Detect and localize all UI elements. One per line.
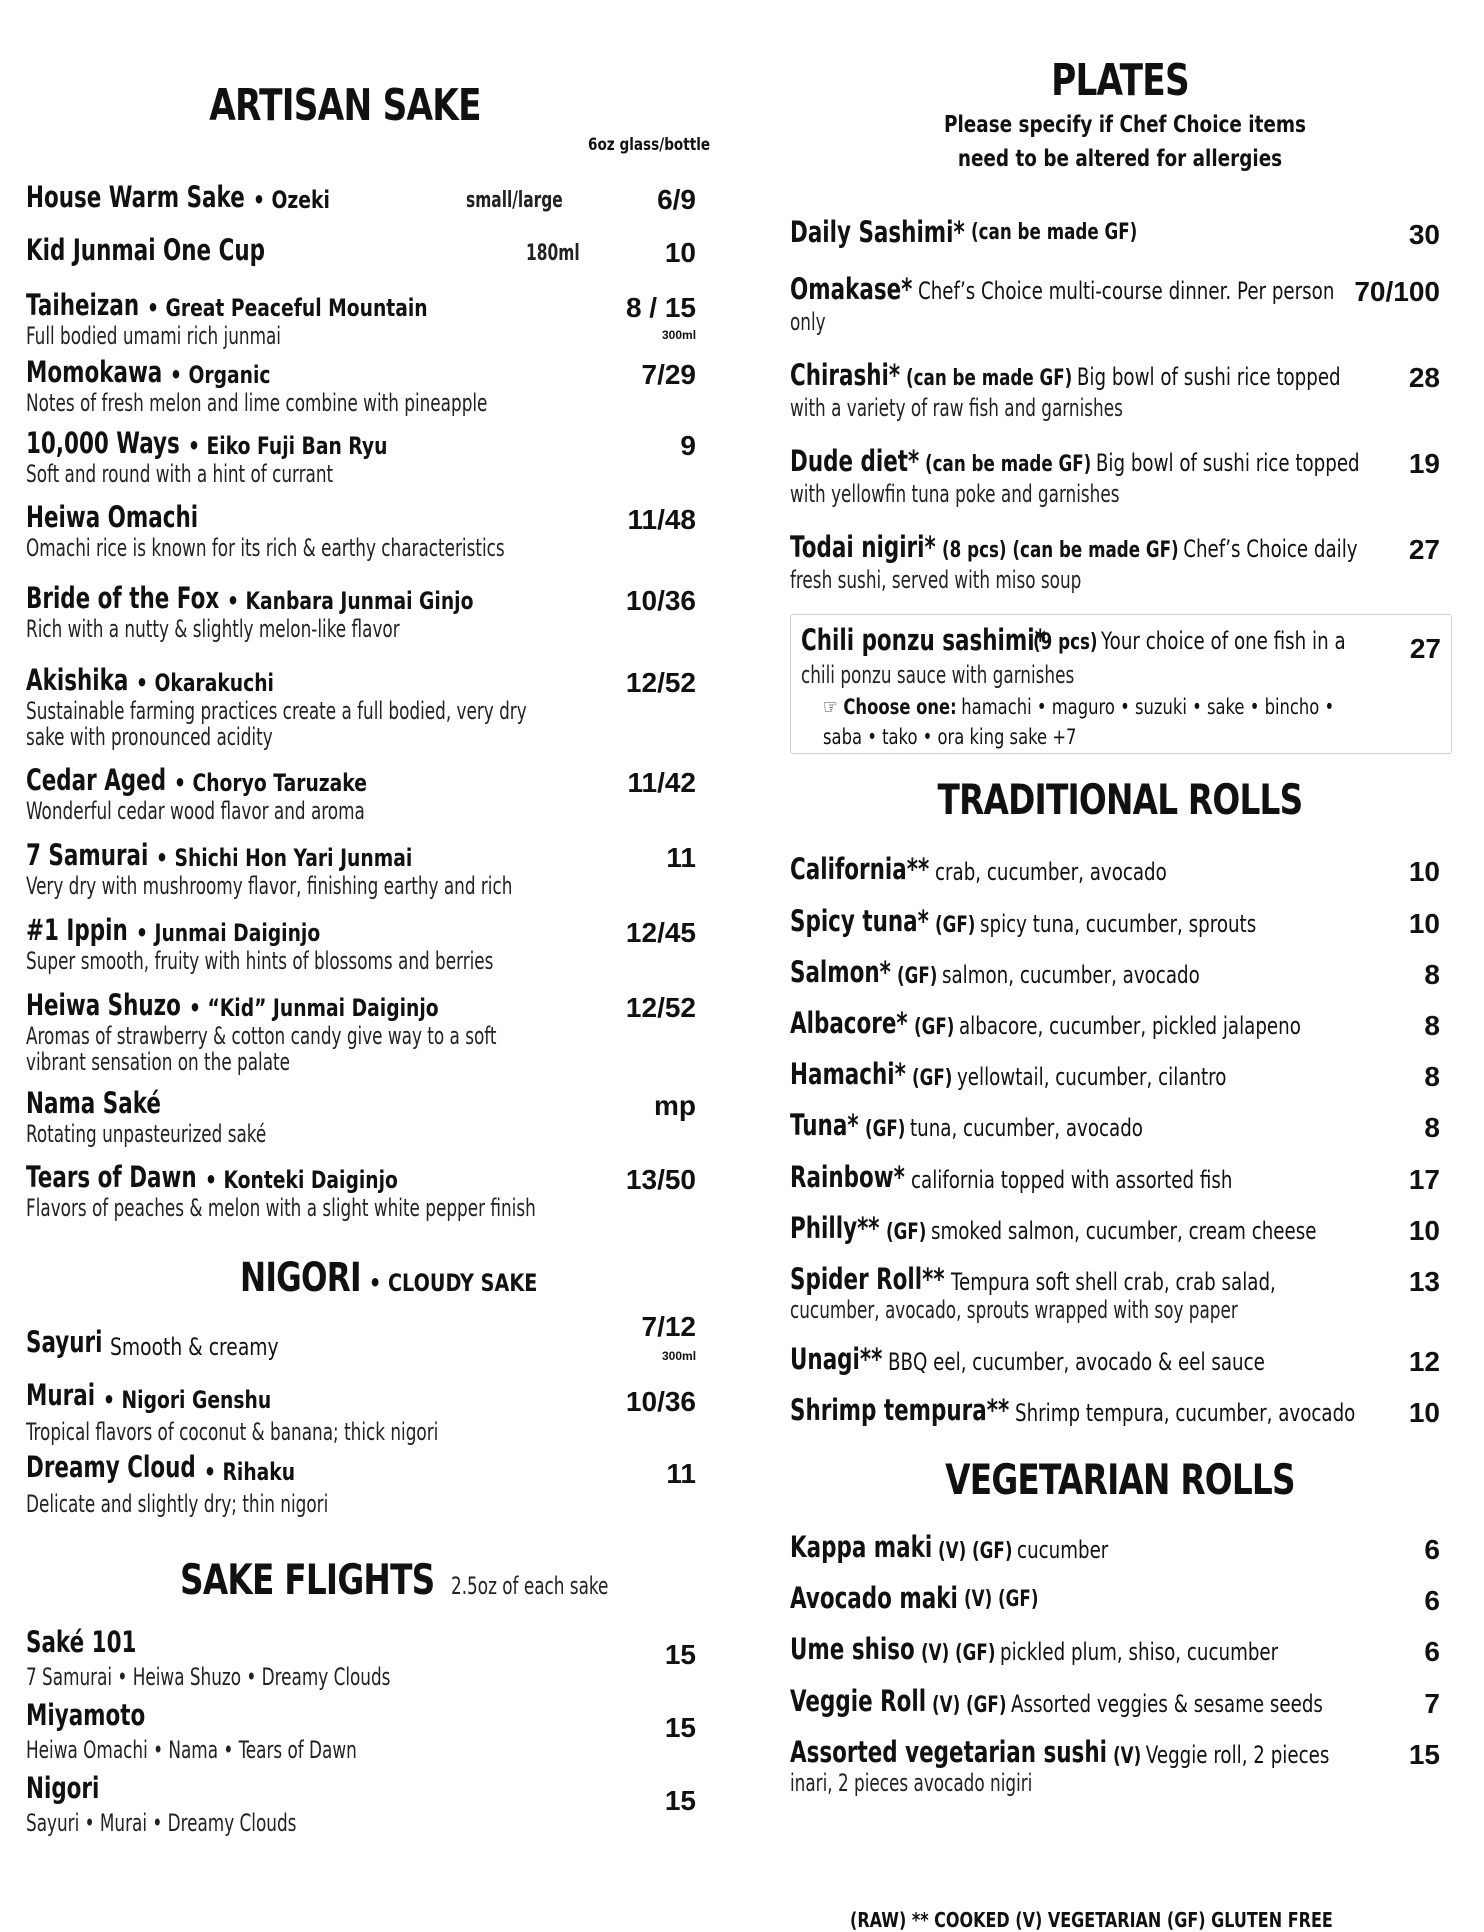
roll-item-inline: [914, 1012, 1301, 1040]
plates-note-line-1: Please specify if Chef Choice items: [944, 112, 1307, 138]
artisan-item: [26, 988, 726, 1076]
roll-item-inline: [935, 858, 1167, 886]
artisan-item-price: 12/45: [625, 917, 696, 948]
plate-item-description: Chef’s Choice daily: [1182, 535, 1358, 563]
veg-roll-item-description-2: inari, 2 pieces avocado nigiri: [790, 1769, 1033, 1797]
nigori-item-description: Delicate and slightly dry; thin nigori: [26, 1490, 329, 1518]
artisan-item-subname: • Konteki Daiginjo: [204, 1166, 398, 1194]
artisan-item-size: small/large: [466, 188, 563, 213]
veg-roll-item: [790, 1581, 1450, 1619]
veg-roll-item-tag: (V) (GF): [920, 1641, 996, 1666]
plate-item-name: Chirashi*: [790, 358, 901, 392]
artisan-item: [26, 1160, 726, 1222]
roll-item-name: Hamachi*: [790, 1057, 906, 1091]
roll-item-price: 13: [1408, 1266, 1440, 1297]
roll-item-tag: (GF): [864, 1117, 905, 1142]
chili-ponzu-line-1: Your choice of one fish in a: [1100, 627, 1346, 655]
artisan-item-description: Full bodied umami rich junmai: [26, 322, 281, 350]
roll-item-price: 10: [1408, 1397, 1440, 1428]
plate-item-name: Todai nigiri*: [790, 530, 936, 564]
veg-roll-item-name: Ume shiso: [790, 1632, 915, 1666]
roll-item-inline: [886, 1217, 1316, 1245]
sake-flights-heading: SAKE FLIGHTS 2.5oz of each sake: [180, 1555, 609, 1604]
veg-roll-item-description: Veggie roll, 2 pieces: [1145, 1741, 1330, 1769]
sake-flight-description: Heiwa Omachi • Nama • Tears of Dawn: [26, 1736, 357, 1764]
roll-item: [790, 1108, 1450, 1146]
roll-item-name: Tuna*: [790, 1108, 859, 1142]
sake-flight-description: 7 Samurai • Heiwa Shuzo • Dreamy Clouds: [26, 1663, 391, 1691]
veg-roll-item-description: Assorted veggies & sesame seeds: [1011, 1690, 1324, 1718]
artisan-item: [26, 663, 726, 751]
veg-roll-item-inline: [964, 1587, 1043, 1612]
roll-item-name: Unagi**: [790, 1342, 883, 1376]
artisan-item-description: Notes of fresh melon and lime combine with pineapple: [26, 389, 488, 417]
roll-item-price: 12: [1408, 1346, 1440, 1377]
roll-item-name: Spider Roll**: [790, 1262, 945, 1296]
roll-item: [790, 1006, 1450, 1044]
artisan-item: [26, 355, 726, 417]
artisan-item-subname: • Eiko Fuji Ban Ryu: [187, 432, 388, 460]
artisan-item-description: Very dry with mushroomy flavor, finishing earthy and rich: [26, 872, 513, 900]
roll-item-price: 8: [1424, 1010, 1440, 1041]
nigori-item-price: 7/12: [641, 1311, 696, 1342]
plate-item-price: 19: [1408, 448, 1440, 479]
plate-item-description-2: with a variety of raw fish and garnishes: [790, 394, 1123, 422]
plate-item-description-2: only: [790, 308, 826, 336]
veg-roll-item-inline: [932, 1690, 1323, 1718]
artisan-item-description: Sustainable farming practices create a full bodied, very dry: [26, 697, 527, 725]
roll-item-inline: [912, 1063, 1226, 1091]
artisan-item-name: Heiwa Omachi: [26, 500, 199, 534]
roll-item-name: Rainbow*: [790, 1160, 905, 1194]
veg-roll-item-inline: [938, 1536, 1108, 1564]
artisan-item: [26, 1086, 726, 1148]
chili-ponzu-tag: (9 pcs): [1033, 630, 1098, 655]
artisan-item-name: Heiwa Shuzo: [26, 988, 181, 1022]
nigori-item-description: Tropical flavors of coconut & banana; thick nigori: [26, 1418, 439, 1446]
roll-item: [790, 1262, 1450, 1324]
veg-roll-item-description: pickled plum, shiso, cucumber: [999, 1638, 1278, 1666]
choose-one-options-1: hamachi • maguro • suzuki • sake • bincho •: [961, 695, 1335, 719]
artisan-item: [26, 288, 726, 350]
artisan-item-description: Aromas of strawberry & cotton candy give way to a soft: [26, 1022, 497, 1050]
veg-roll-item: [790, 1530, 1450, 1568]
roll-item-tag: (GF): [911, 1066, 953, 1091]
plate-item: [790, 215, 1450, 253]
plate-item-name: Daily Sashimi*: [790, 215, 965, 249]
roll-item-name: Spicy tuna*: [790, 904, 929, 938]
artisan-item-description: Soft and round with a hint of currant: [26, 460, 334, 488]
artisan-item-price: 11/48: [627, 504, 696, 535]
sake-flight-item: [26, 1771, 726, 1837]
roll-item: [790, 1393, 1450, 1431]
roll-item: [790, 1160, 1450, 1198]
artisan-item-name: 10,000 Ways: [26, 426, 180, 460]
artisan-item-price: 10: [664, 237, 696, 268]
artisan-item-description-2: vibrant sensation on the palate: [26, 1048, 291, 1076]
roll-item-description: BBQ eel, cucumber, avocado & eel sauce: [888, 1348, 1266, 1376]
roll-item-description-2: cucumber, avocado, sprouts wrapped with soy paper: [790, 1296, 1238, 1324]
artisan-item-subname: • Okarakuchi: [136, 669, 275, 697]
nigori-item-note: Smooth & creamy: [110, 1333, 280, 1361]
plates-note-line-2: need to be altered for allergies: [957, 146, 1283, 172]
roll-item: [790, 1342, 1450, 1380]
roll-item-tag: (GF): [896, 964, 938, 989]
roll-item-price: 10: [1408, 856, 1440, 887]
artisan-sake-heading: ARTISAN SAKE: [209, 80, 481, 131]
traditional-rolls-heading: TRADITIONAL ROLLS: [937, 775, 1303, 824]
plate-item-inline: [906, 363, 1341, 391]
artisan-item: [26, 838, 726, 900]
nigori-item-price: 10/36: [625, 1386, 696, 1417]
nigori-item-price: 11: [666, 1458, 696, 1489]
artisan-item-name: #1 Ippin: [26, 913, 128, 947]
artisan-item-name: Kid Junmai One Cup: [26, 233, 265, 267]
artisan-item-name: Nama Saké: [26, 1086, 161, 1120]
roll-item-tag: (GF): [913, 1015, 955, 1040]
sake-flight-item: [26, 1698, 726, 1764]
artisan-column-note: 6oz glass/bottle: [588, 135, 711, 155]
roll-item-name: Shrimp tempura**: [790, 1393, 1010, 1427]
roll-item-description: albacore, cucumber, pickled jalapeno: [958, 1012, 1301, 1040]
roll-item-price: 17: [1408, 1164, 1440, 1195]
roll-item-description: crab, cucumber, avocado: [935, 858, 1167, 886]
artisan-item: [26, 233, 726, 271]
roll-item-description: tuna, cucumber, avocado: [909, 1114, 1143, 1142]
roll-item-name: California**: [790, 852, 930, 886]
artisan-item-price: 11: [666, 842, 696, 873]
roll-item-name: Albacore*: [790, 1006, 908, 1040]
veg-roll-item-description: cucumber: [1017, 1536, 1109, 1564]
plate-item: [790, 272, 1450, 336]
artisan-item-subname: • Shichi Hon Yari Junmai: [156, 844, 413, 872]
choose-one-options-2: saba • tako • ora king sake +7: [823, 725, 1077, 749]
artisan-item: [26, 581, 726, 643]
chili-ponzu-name: Chili ponzu sashimi*: [801, 623, 1046, 657]
veg-roll-item-price: 6: [1424, 1585, 1440, 1616]
roll-item-description: salmon, cucumber, avocado: [941, 961, 1200, 989]
artisan-item: [26, 913, 726, 975]
artisan-item-price: 12/52: [625, 667, 696, 698]
sake-flight-item: [26, 1625, 726, 1691]
nigori-item-name: Murai: [26, 1378, 96, 1412]
artisan-item-subname: • Junmai Daiginjo: [135, 919, 320, 947]
veg-roll-item-tag: (V) (GF): [938, 1539, 1013, 1564]
roll-item-tag: (GF): [885, 1220, 926, 1245]
nigori-item-price-note: 300ml: [662, 1349, 697, 1363]
artisan-item-name: Tears of Dawn: [26, 1160, 197, 1194]
artisan-item-price: mp: [654, 1090, 696, 1121]
sake-flight-name: Nigori: [26, 1771, 100, 1805]
artisan-item-price: 8 / 15: [625, 292, 696, 323]
nigori-heading: NIGORI • CLOUDY SAKE: [240, 1255, 538, 1301]
nigori-item: [26, 1311, 726, 1363]
roll-item-name: Salmon*: [790, 955, 891, 989]
veg-roll-item-tag: (V) (GF): [932, 1693, 1007, 1718]
sake-flight-price: 15: [664, 1785, 696, 1816]
plate-item-price: 27: [1408, 534, 1440, 565]
plate-item: [790, 530, 1450, 594]
roll-item-description: spicy tuna, cucumber, sprouts: [979, 910, 1257, 938]
artisan-item-price: 12/52: [625, 992, 696, 1023]
roll-item-inline: [865, 1114, 1143, 1142]
roll-item-price: 8: [1424, 1112, 1440, 1143]
plate-item-description: Big bowl of sushi rice topped: [1096, 449, 1360, 477]
plate-item-price: 28: [1408, 362, 1440, 393]
roll-item: [790, 904, 1450, 942]
sake-flight-description: Sayuri • Murai • Dreamy Clouds: [26, 1809, 297, 1837]
artisan-item-description-2: sake with pronounced acidity: [26, 723, 273, 751]
plate-item-tag: (can be made GF): [925, 452, 1092, 477]
roll-item-price: 10: [1408, 908, 1440, 939]
artisan-item-name: Akishika: [26, 663, 129, 697]
plate-item-inline: [918, 277, 1334, 305]
artisan-item-description: Wonderful cedar wood flavor and aroma: [26, 797, 365, 825]
plate-item-description-2: with yellowfin tuna poke and garnishes: [790, 480, 1120, 508]
roll-item-inline: [951, 1268, 1276, 1296]
plate-item-description-2: fresh sushi, served with miso soup: [790, 566, 1082, 594]
veg-roll-item-price: 6: [1424, 1534, 1440, 1565]
artisan-item-subname: • Organic: [170, 361, 271, 389]
roll-item: [790, 1057, 1450, 1095]
footer-legend: (RAW) ** COOKED (V) VEGETARIAN (GF) GLUTEN FREE: [850, 1908, 1333, 1932]
plate-item-name: Dude diet*: [790, 444, 920, 478]
chili-ponzu-line-2: chili ponzu sauce with garnishes: [801, 661, 1075, 689]
roll-item-name: Philly**: [790, 1211, 880, 1245]
roll-item-description: Shrimp tempura, cucumber, avocado: [1015, 1399, 1356, 1427]
artisan-item-name: House Warm Sake: [26, 180, 245, 214]
roll-item-price: 8: [1424, 1061, 1440, 1092]
artisan-item-size: 180ml: [526, 241, 580, 266]
veg-roll-item: [790, 1684, 1450, 1722]
plate-item-inline: [925, 449, 1360, 477]
sake-flight-name: Saké 101: [26, 1625, 137, 1659]
roll-item-price: 8: [1424, 959, 1440, 990]
veg-roll-item: [790, 1632, 1450, 1670]
roll-item-inline: [911, 1166, 1232, 1194]
veg-roll-item-price: 15: [1408, 1739, 1440, 1770]
nigori-item: [26, 1450, 726, 1518]
roll-item-inline: [1015, 1399, 1355, 1427]
plate-item-inline: [942, 535, 1358, 563]
artisan-item-price: 7/29: [641, 359, 696, 390]
plate-item-inline: [971, 220, 1142, 245]
roll-item-description: Tempura soft shell crab, crab salad,: [950, 1268, 1276, 1296]
artisan-item-name: Momokawa: [26, 355, 163, 389]
sake-flight-price: 15: [664, 1639, 696, 1670]
plate-item-tag: (can be made GF): [906, 366, 1073, 391]
veg-roll-item: [790, 1735, 1450, 1797]
plate-item-tag: (8 pcs) (can be made GF): [941, 538, 1179, 563]
artisan-item-price-note: 300ml: [662, 328, 697, 342]
artisan-item-name: Cedar Aged: [26, 763, 167, 797]
nigori-item: [26, 1378, 726, 1446]
artisan-item-price: 6/9: [657, 184, 696, 215]
artisan-item-subname: • “Kid” Junmai Daiginjo: [188, 994, 439, 1022]
roll-item-inline: [935, 910, 1256, 938]
artisan-item-subname: • Ozeki: [252, 186, 330, 214]
artisan-item-description: Super smooth, fruity with hints of blossoms and berries: [26, 947, 494, 975]
sake-flight-price: 15: [664, 1712, 696, 1743]
artisan-item-name: Bride of the Fox: [26, 581, 220, 615]
veg-roll-item-tag: (V): [1112, 1744, 1142, 1769]
veg-roll-item-tag: (V) (GF): [963, 1587, 1039, 1612]
artisan-item: [26, 180, 726, 218]
artisan-item-name: 7 Samurai: [26, 838, 149, 872]
plate-item: [790, 444, 1450, 508]
vegetarian-rolls-heading: VEGETARIAN ROLLS: [945, 1455, 1295, 1504]
nigori-item-name: Sayuri: [26, 1325, 103, 1359]
veg-roll-item-price: 6: [1424, 1636, 1440, 1667]
roll-item-description: yellowtail, cucumber, cilantro: [956, 1063, 1227, 1091]
chili-ponzu-price: 27: [1409, 633, 1441, 664]
artisan-item-price: 13/50: [625, 1164, 696, 1195]
plate-item-price: 30: [1408, 219, 1440, 250]
artisan-item-price: 10/36: [625, 585, 696, 616]
veg-roll-item-name: Veggie Roll: [790, 1684, 927, 1718]
plate-item: [790, 358, 1450, 422]
artisan-item-subname: • Choryo Taruzake: [174, 769, 368, 797]
artisan-item-price: 11/42: [627, 767, 696, 798]
roll-item-price: 10: [1408, 1215, 1440, 1246]
artisan-item-description: Rich with a nutty & slightly melon-like flavor: [26, 615, 400, 643]
artisan-item-price: 9: [680, 430, 696, 461]
artisan-item-subname: • Great Peaceful Mountain: [147, 294, 428, 322]
roll-item: [790, 955, 1450, 993]
veg-roll-item-price: 7: [1424, 1688, 1440, 1719]
artisan-item-description: Omachi rice is known for its rich & earthy characteristics: [26, 534, 505, 562]
plate-item-price: 70/100: [1354, 276, 1440, 307]
roll-item-tag: (GF): [934, 913, 976, 938]
plate-item-tag: (can be made GF): [970, 220, 1138, 245]
nigori-item-subname: • Nigori Genshu: [103, 1386, 272, 1414]
plate-item-description: Big bowl of sushi rice topped: [1076, 363, 1341, 391]
veg-roll-item-name: Kappa maki: [790, 1530, 933, 1564]
plate-item-name: Omakase*: [790, 272, 913, 306]
artisan-item-name: Taiheizan: [26, 288, 140, 322]
roll-item: [790, 852, 1450, 890]
veg-roll-item-inline: [921, 1638, 1278, 1666]
plate-item-description: Chef’s Choice multi-course dinner. Per person: [918, 277, 1335, 305]
artisan-item: [26, 500, 726, 562]
nigori-item-subname: • Rihaku: [203, 1458, 295, 1486]
roll-item-description: california topped with assorted fish: [910, 1166, 1233, 1194]
roll-item-inline: [888, 1348, 1265, 1376]
artisan-item-subname: • Kanbara Junmai Ginjo: [227, 587, 474, 615]
chili-ponzu-box: [790, 614, 1452, 754]
veg-roll-item-name: Assorted vegetarian sushi: [790, 1735, 1107, 1769]
choose-one-label: ☞ Choose one:: [823, 695, 957, 719]
artisan-item: [26, 763, 726, 825]
sake-flight-name: Miyamoto: [26, 1698, 146, 1732]
nigori-item-name: Dreamy Cloud: [26, 1450, 196, 1484]
roll-item-inline: [897, 961, 1200, 989]
plates-heading: PLATES: [1051, 55, 1189, 106]
veg-roll-item-inline: [1113, 1741, 1329, 1769]
roll-item-description: smoked salmon, cucumber, cream cheese: [930, 1217, 1316, 1245]
veg-roll-item-name: Avocado maki: [790, 1581, 958, 1615]
artisan-item-description: Rotating unpasteurized saké: [26, 1120, 267, 1148]
roll-item: [790, 1211, 1450, 1249]
artisan-item: [26, 426, 726, 488]
artisan-item-description: Flavors of peaches & melon with a slight white pepper finish: [26, 1194, 536, 1222]
